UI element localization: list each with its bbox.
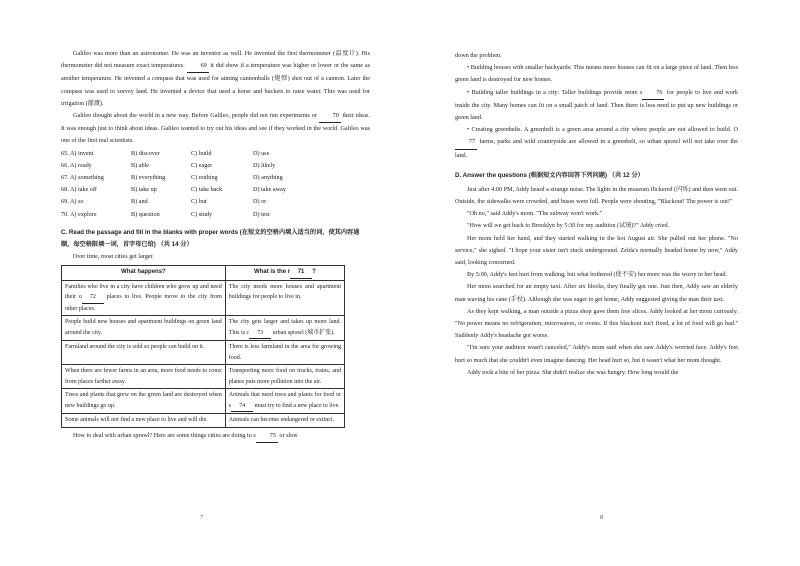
- urban-sprawl-table: [61, 265, 345, 428]
- option: C) study: [191, 210, 213, 218]
- story-paragraph: "Oh no," said Addy's mom. "The subway won't work.": [467, 210, 603, 218]
- table-row: When there are fewer farms in an area, more food needs to come from places farther away. Transporting more food on trucks, trains, and planes puts more pollution into the air.: [62, 365, 345, 389]
- option: B) discover: [131, 149, 160, 157]
- story-paragraph: As they kept walking, a man outside a pizza shop gave them free slices. Addy looked at her mom curiously. "No power means no refrigeration, microwaves, or ovens. If this blackout isn't fixed, a lot of food will go bad." Suddenly Addy's headache got worse.: [455, 307, 738, 340]
- option: D) take away: [253, 186, 286, 194]
- bullet-greenbelts: • Creating greenbelts. A greenbelt is a green area around a city where people are not allowed to build. O77 farms, parks and wild countryside are allowed in a greenbelt, so urban sprawl will not take over the land.: [455, 126, 738, 159]
- table-head-what-happens: What happens?: [62, 266, 226, 281]
- bullet-taller-buildings: • Building taller buildings in a city: Taller buildings provide more s 76 for people to live and work inside the city. Many homes can fit on a small patch of land. Then there is less need to put up new buildings or green land.: [455, 88, 739, 122]
- story-paragraph: Just after 4:00 PM, Addy heard a strange noise. The lights in the museum flickered (闪烁) and then went out. Outside, the sidewalks were crowded, and buses were full. People were shouting, "Blackout! The power is out!": [455, 185, 738, 206]
- option: B) take up: [131, 186, 157, 194]
- story-paragraph: By 5:00, Addy's feet hurt from walking, but what bothered (使不安) her more was the worry in her head.: [467, 271, 728, 279]
- blank-74: 74: [231, 401, 253, 413]
- table-row: Families who live in a city have children who grow up and need their o 72 places to live. People move to the city from other places. The city needs more houses and apartment buildings for people to live in.: [62, 280, 345, 316]
- option: D) use: [253, 149, 270, 157]
- blank-71: 71: [290, 267, 312, 279]
- option: 65. A) invent: [61, 149, 94, 157]
- table-header-row: [62, 266, 345, 281]
- option: B) and: [131, 198, 148, 206]
- galileo-para-1: Galileo was more than an astronomer. He was an inventor as well. He invented the first thermometer (温度计). His thermometer did not measure exact temperatures. 69 it did show if a temperature was higher or lower or the same as another temperature. He invented a compass that was used for aiming cannonballs (炮弹) shot out of a cannon. Later the compass was used to survey land. He invented a device that used a horse and buckets to raise water. This was used for irrigation (灌溉).: [61, 50, 371, 107]
- blank-75: 75: [256, 430, 278, 443]
- table-row: People build new houses and apartment buildings on green land around the city. The city gets larger and takes up more land. This is c 73 urban sprawl (城市扩张).: [62, 316, 345, 341]
- blank-73: 73: [249, 328, 271, 340]
- blank-72: 72: [82, 292, 104, 304]
- option: 70. A) explore: [61, 210, 97, 218]
- section-c-intro: Over time, most cities get larger.: [73, 252, 154, 260]
- option: C) nothing: [191, 174, 218, 182]
- story-paragraph: Her mom held her hand, and they started walking in the hot August air. She pulled out her phone. "No service," she sighed. "I hope your sister isn't stuck underground. Zelda's normally headed home by now," Addy said, looking concerned.: [455, 234, 738, 267]
- section-c-title: C. Read the passage and fill in the blanks with proper words (在短文的空格内填入适当的词，使其内容通顺，每空格限填一词，首字母已给) （共 14 分）: [61, 228, 360, 248]
- blank-77: 77: [455, 136, 477, 149]
- page-number-right: 8: [600, 515, 603, 521]
- after-table-text: How to deal with urban sprawl? Here are some things cities are doing to s 75 or slow: [61, 430, 370, 443]
- option: B) able: [131, 161, 150, 169]
- page-number-left: 7: [200, 515, 203, 521]
- story-paragraph: Addy took a bite of her pizza. She didn't realize she was hungry. How long would the: [467, 368, 679, 376]
- story-paragraph: "How will we get back to Brooklyn by 5:30 for my audition (试镜)?" Addy cried.: [467, 222, 670, 230]
- blank-70: 70: [319, 110, 341, 123]
- bullet-backyards: • Building houses with smaller backyards: This means more houses can fit on a large piece of land. Then less green land is destroyed for new homes.: [455, 64, 738, 84]
- option: 68. A) take off: [61, 186, 97, 194]
- options-grid: [61, 148, 370, 221]
- option: C) eager: [191, 161, 213, 169]
- story-paragraph: "I'm sure your audition wasn't canceled," Addy's mom said when she saw Addy's worried face. Addy's feet hurt so much that she couldn't even imagine dancing. Her head hurt so, but it wasn't what her mom thought.: [455, 344, 738, 364]
- table-row: Some animals will not find a new place to live and will die. Animals can become endangered or extinct.: [62, 414, 345, 428]
- continued-text: down the problem.: [455, 52, 502, 59]
- option: D) likely: [253, 161, 276, 169]
- option: C) take back: [191, 186, 223, 194]
- option: C) build: [191, 149, 212, 157]
- option: D) anything: [253, 174, 283, 182]
- blank-76: 76: [642, 87, 664, 100]
- galileo-para-2: Galileo thought about the world in a new way. Before Galileo, people did not run experiments or 70 their ideas. It was enough just to think about ideas. Galileo wanted to try out his ideas and see if they worked in the world. Galileo was one of the first real scientists.: [61, 112, 370, 145]
- table-row: Farmland around the city is sold so people can build on it. There is less farmland in the area for growing food.: [62, 341, 345, 365]
- table-row: Trees and plants that grew on the green land are destroyed when new buildings go up. Animals that need trees and plants for food or s 74 must try to find a new place to live.: [62, 389, 345, 414]
- option: 67. A) something: [61, 174, 104, 182]
- blank-69: 69: [187, 60, 209, 73]
- option: 66. A) ready: [61, 161, 92, 169]
- table-head-result: What is the r 71 ?: [225, 266, 344, 281]
- option: D) test: [253, 210, 270, 218]
- option: B) everything: [131, 174, 166, 182]
- option: B) question: [131, 210, 160, 218]
- option: D) or: [253, 198, 267, 206]
- section-d-title: D. Answer the questions (根据短文内容回答下列问题) （共 12 分）: [455, 171, 644, 179]
- right-page: [400, 0, 800, 566]
- story-paragraph: Her mom searched for an empty taxi. After six blocks, they finally got one. Just then, Addy saw an elderly man waving his cane (手杖). Although she was eager to get home, Addy suggested giving the man their taxi.: [455, 283, 738, 303]
- option: 69. A) so: [61, 198, 84, 206]
- option: C) but: [191, 198, 207, 206]
